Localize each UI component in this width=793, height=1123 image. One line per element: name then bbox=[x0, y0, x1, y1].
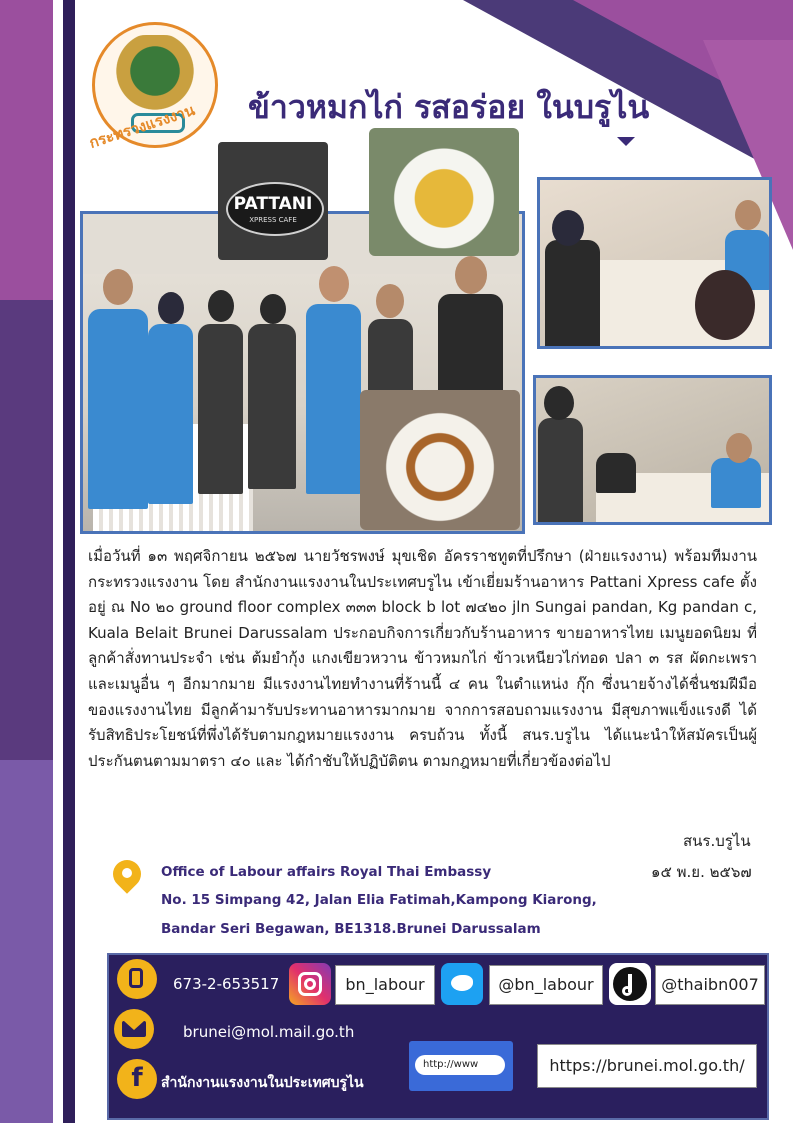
ministry-logo-text: กระทรวงแรงงาน bbox=[86, 100, 198, 152]
food-photo-chicken-rice bbox=[369, 128, 519, 256]
page-title: ข้าวหมกไก่ รสอร่อย ในบรูไน bbox=[248, 88, 650, 126]
cafe-sign-photo bbox=[218, 142, 328, 260]
left-decor-line bbox=[63, 0, 75, 1123]
email-address[interactable]: brunei@mol.mail.go.th bbox=[183, 1023, 355, 1041]
twitter-handle[interactable]: @bn_labour bbox=[489, 965, 603, 1005]
facebook-page-name[interactable]: สำนักงานแรงงานในประเทศบรูไน bbox=[161, 1075, 364, 1091]
left-decor-band-top bbox=[0, 0, 53, 300]
location-pin-dot bbox=[122, 868, 132, 878]
facebook-icon[interactable]: f bbox=[117, 1059, 157, 1099]
left-decor-gap bbox=[53, 0, 63, 1123]
tiktok-handle[interactable]: @thaibn007 bbox=[655, 965, 765, 1005]
web-link-icon-text: http://www bbox=[415, 1055, 505, 1075]
cafe-sign-subtext: XPRESS CAFE bbox=[249, 216, 297, 224]
signature-org: สนร.บรูไน bbox=[683, 832, 751, 850]
signature-date: ๑๕ พ.ย. ๒๕๖๗ bbox=[651, 863, 752, 881]
left-decor-band-middle bbox=[0, 300, 53, 800]
phone-number[interactable]: 673-2-653517 bbox=[173, 975, 280, 993]
twitter-icon[interactable] bbox=[441, 963, 483, 1005]
food-photo-rice-plate bbox=[360, 390, 520, 530]
meeting-photo-2 bbox=[533, 375, 772, 525]
email-icon bbox=[114, 1009, 154, 1049]
contact-panel bbox=[107, 953, 769, 1120]
tiktok-icon[interactable] bbox=[609, 963, 651, 1005]
instagram-icon[interactable] bbox=[289, 963, 331, 1005]
instagram-handle[interactable]: bn_labour bbox=[335, 965, 435, 1005]
address-line-2: No. 15 Simpang 42, Jalan Elia Fatimah,Kampong Kiarong, bbox=[161, 892, 597, 908]
phone-icon bbox=[117, 959, 157, 999]
web-link-icon bbox=[409, 1041, 513, 1091]
cafe-sign-text: PATTANI bbox=[233, 194, 313, 214]
title-caret-icon bbox=[617, 137, 635, 146]
address-line-1: Office of Labour affairs Royal Thai Embassy bbox=[161, 864, 492, 880]
address-line-3: Bandar Seri Begawan, BE1318.Brunei Darussalam bbox=[161, 921, 541, 937]
left-decor-band-bottom bbox=[0, 760, 53, 1123]
article-paragraph: เมื่อวันที่ ๑๓ พฤศจิกายน ๒๕๖๗ นายวัชรพงษ์ มุขเชิด อัครราชทูตที่ปรึกษา (ฝ่ายแรงงาน) พร้อมทีมงาน กระทรวงแรงงาน โดย สำนักงานแรงงานในประเทศบรูไน เข้าเยี่ยมร้านอาหาร Pattani Xpress cafe ตั้งอยู่ ณ No ๒๐ ground floor complex ๓๓๓ block b lot ๗๔๒๐ jln Sungai pandan, Kg pandan c, Kuala Belait Brunei Darussalam ประกอบกิจการเกี่ยวกับร้านอาหาร ขายอาหารไทย เมนูยอดนิยม ที่ลูกค้าสั่งทานประจำ เช่น ต้มยำกุ้ง แกงเขียวหวาน ข้าวหมกไก่ ข้าวเหนียวไก่ทอด ปลา ๓ รส ผัดกะเพรา และเมนูอื่น ๆ อีกมากมาย มีแรงงานไทยทำงานที่ร้านนี้ ๔ คน ในตำแหน่ง กุ๊ก ซึ่งนายจ้างได้ชื่นชมฝีมือของแรงงานไทย มีลูกค้ามารับประทานอาหารมากมาย จากการสอบถามแรงงาน มีสุขภาพแข็งแรงดี ได้รับสิทธิประโยชน์ที่พึ่งได้รับตามกฎหมายแรงงาน ครบถ้วน ทั้งนี้ สนร.บรูไน ได้แนะนำให้สมัครเป็นผู้ประกันตนตามมาตรา ๔๐ และ ได้กำชับให้ปฏิบัติตน ตามกฎหมายที่เกี่ยวข้องต่อไป bbox=[88, 547, 757, 770]
website-link[interactable]: https://brunei.mol.go.th/ bbox=[537, 1044, 757, 1088]
meeting-photo-1 bbox=[537, 177, 772, 349]
